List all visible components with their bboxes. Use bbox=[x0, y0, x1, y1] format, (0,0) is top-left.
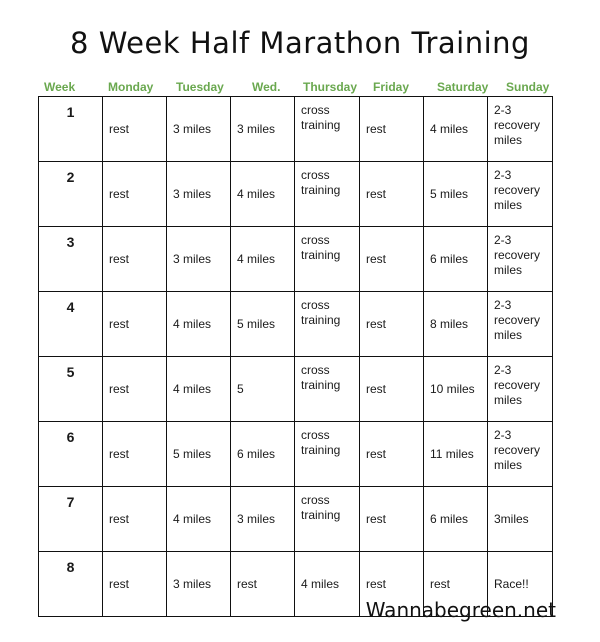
monday-cell: rest bbox=[103, 292, 167, 357]
tuesday-cell: 3 miles bbox=[167, 227, 231, 292]
tuesday-cell: 4 miles bbox=[167, 487, 231, 552]
friday-cell: rest bbox=[360, 422, 424, 487]
week-number: 8 bbox=[39, 552, 103, 617]
week-number: 7 bbox=[39, 487, 103, 552]
week-number: 5 bbox=[39, 357, 103, 422]
saturday-cell: 8 miles bbox=[424, 292, 488, 357]
tuesday-cell: 4 miles bbox=[167, 357, 231, 422]
wednesday-cell: rest bbox=[231, 552, 295, 617]
friday-cell: rest bbox=[360, 357, 424, 422]
week-number: 3 bbox=[39, 227, 103, 292]
sunday-cell: 2-3 recovery miles bbox=[488, 292, 553, 357]
column-header-sunday: Sunday bbox=[506, 80, 550, 94]
sunday-cell: 2-3 recovery miles bbox=[488, 227, 553, 292]
wednesday-cell: 3 miles bbox=[231, 487, 295, 552]
sunday-cell: Race!! bbox=[488, 552, 553, 617]
column-header-thursday: Thursday bbox=[303, 80, 358, 94]
table-row bbox=[39, 162, 553, 227]
table-row bbox=[39, 97, 553, 162]
friday-cell: rest bbox=[360, 97, 424, 162]
thursday-cell: cross training bbox=[295, 292, 360, 357]
table-row bbox=[39, 487, 553, 552]
column-header-row bbox=[0, 80, 600, 96]
week-number: 6 bbox=[39, 422, 103, 487]
friday-cell: rest bbox=[360, 552, 424, 617]
wednesday-cell: 4 miles bbox=[231, 162, 295, 227]
thursday-cell: cross training bbox=[295, 487, 360, 552]
friday-cell: rest bbox=[360, 487, 424, 552]
week-number: 4 bbox=[39, 292, 103, 357]
column-header-monday: Monday bbox=[108, 80, 154, 94]
sunday-cell: 2-3 recovery miles bbox=[488, 162, 553, 227]
saturday-cell: 6 miles bbox=[424, 487, 488, 552]
column-header-saturday: Saturday bbox=[437, 80, 489, 94]
thursday-cell: cross training bbox=[295, 357, 360, 422]
monday-cell: rest bbox=[103, 357, 167, 422]
wednesday-cell: 4 miles bbox=[231, 227, 295, 292]
wednesday-cell: 5 miles bbox=[231, 292, 295, 357]
saturday-cell: 11 miles bbox=[424, 422, 488, 487]
wednesday-cell: 5 bbox=[231, 357, 295, 422]
sunday-cell: 2-3 recovery miles bbox=[488, 357, 553, 422]
thursday-cell: cross training bbox=[295, 97, 360, 162]
training-schedule-table bbox=[38, 96, 553, 617]
monday-cell: rest bbox=[103, 487, 167, 552]
saturday-cell: 5 miles bbox=[424, 162, 488, 227]
thursday-cell: 4 miles bbox=[295, 552, 360, 617]
friday-cell: rest bbox=[360, 227, 424, 292]
tuesday-cell: 3 miles bbox=[167, 97, 231, 162]
site-watermark: Wannabegreen.net bbox=[365, 598, 556, 622]
table-row bbox=[39, 227, 553, 292]
thursday-cell: cross training bbox=[295, 162, 360, 227]
sunday-cell: 2-3 recovery miles bbox=[488, 97, 553, 162]
saturday-cell: 4 miles bbox=[424, 97, 488, 162]
wednesday-cell: 3 miles bbox=[231, 97, 295, 162]
table-body bbox=[39, 97, 553, 617]
tuesday-cell: 3 miles bbox=[167, 552, 231, 617]
table-row bbox=[39, 292, 553, 357]
wednesday-cell: 6 miles bbox=[231, 422, 295, 487]
table-row bbox=[39, 357, 553, 422]
tuesday-cell: 5 miles bbox=[167, 422, 231, 487]
thursday-cell: cross training bbox=[295, 422, 360, 487]
column-header-week: Week bbox=[44, 80, 76, 94]
monday-cell: rest bbox=[103, 552, 167, 617]
column-header-wed: Wed. bbox=[252, 80, 281, 94]
saturday-cell: rest bbox=[424, 552, 488, 617]
week-number: 2 bbox=[39, 162, 103, 227]
sunday-cell: 3miles bbox=[488, 487, 553, 552]
saturday-cell: 10 miles bbox=[424, 357, 488, 422]
saturday-cell: 6 miles bbox=[424, 227, 488, 292]
column-header-friday: Friday bbox=[373, 80, 410, 94]
column-header-tuesday: Tuesday bbox=[176, 80, 224, 94]
monday-cell: rest bbox=[103, 227, 167, 292]
tuesday-cell: 4 miles bbox=[167, 292, 231, 357]
table-row bbox=[39, 422, 553, 487]
week-number: 1 bbox=[39, 97, 103, 162]
friday-cell: rest bbox=[360, 292, 424, 357]
monday-cell: rest bbox=[103, 97, 167, 162]
thursday-cell: cross training bbox=[295, 227, 360, 292]
tuesday-cell: 3 miles bbox=[167, 162, 231, 227]
sunday-cell: 2-3 recovery miles bbox=[488, 422, 553, 487]
monday-cell: rest bbox=[103, 422, 167, 487]
page-title: 8 Week Half Marathon Training bbox=[70, 26, 530, 60]
monday-cell: rest bbox=[103, 162, 167, 227]
friday-cell: rest bbox=[360, 162, 424, 227]
